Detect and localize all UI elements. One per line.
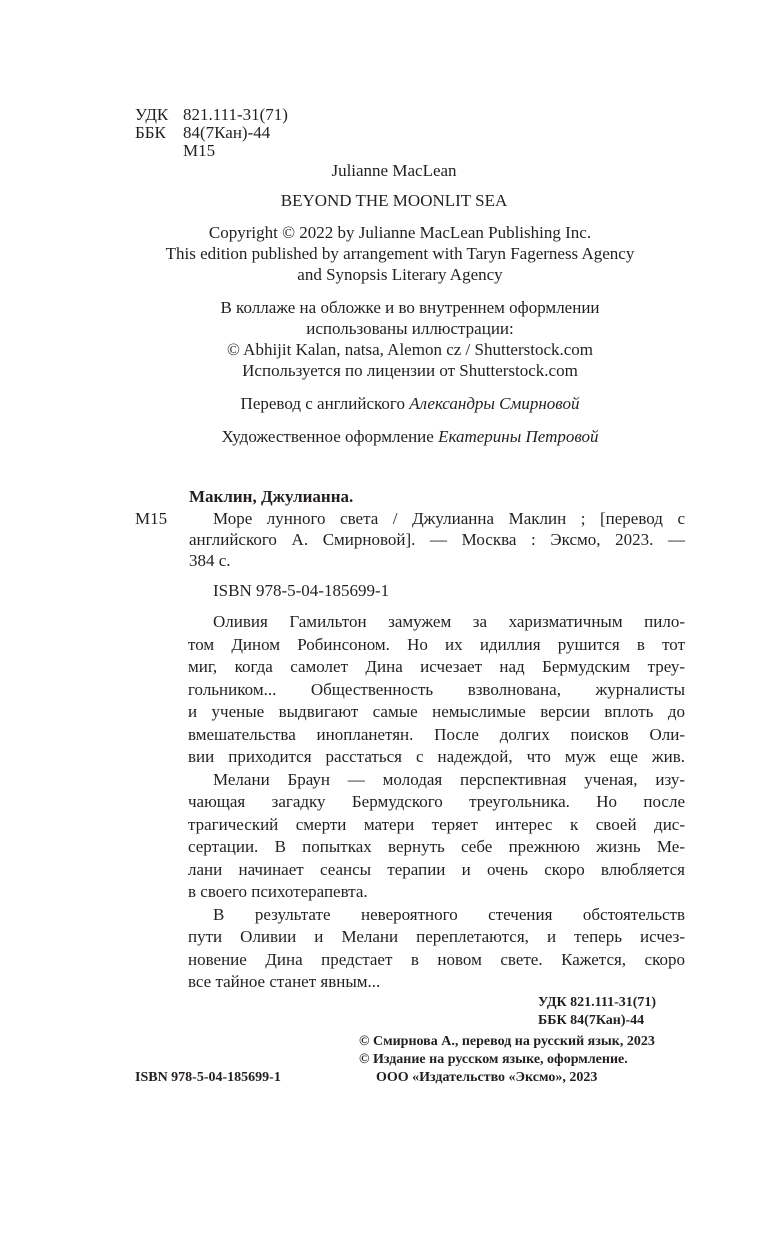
- copyright-line: Copyright © 2022 by Julianne MacLean Publishing Inc.: [208, 223, 592, 242]
- design-credit: [0, 426, 768, 447]
- bbk-value: 84(7Кан)-44: [183, 123, 271, 142]
- copyright-line: This edition published by arrangement with Taryn Fagerness Agency: [165, 244, 635, 263]
- annotation-line: все тайное станет явным...: [188, 972, 381, 991]
- translator-name: Александры Смирновой: [409, 394, 580, 413]
- bbk-label: ББК: [135, 123, 166, 142]
- catalog-line: Море лунного света / Джулианна Маклин ; [перевод с: [213, 509, 685, 528]
- catalog-isbn: ISBN 978-5-04-185699-1: [213, 581, 390, 600]
- annotation-line: лани начинает сеансы терапии и очень скоро влюбляется: [188, 859, 685, 879]
- annotation-line: миг, когда самолет Дина исчезает над Бермудским треу-: [188, 657, 685, 676]
- annotation-line: вмешательства инопланетян. После долгих поисков Оли-: [188, 724, 685, 744]
- bottom-bbk: ББК 84(7Кан)-44: [538, 1013, 645, 1028]
- annotation-line: и ученые выдвигают самые немыслимые версии вплоть до: [188, 702, 685, 721]
- annotation-line: чающая загадку Бермудского треугольника. Но после: [188, 792, 685, 811]
- original-title: BEYOND THE MOONLIT SEA: [280, 191, 508, 210]
- illustrations-line: Используется по лицензии от Shutterstock.com: [242, 361, 578, 380]
- translation-credit: [0, 393, 768, 414]
- udk-label: УДК: [135, 105, 169, 124]
- catalog-heading: Маклин, Джулианна.: [189, 487, 354, 506]
- annotation-paragraph: [188, 611, 685, 769]
- annotation-line: Оливия Гамильтон замужем за харизматичным пило-: [213, 612, 685, 631]
- annotation-line: В результате невероятного стечения обстоятельств: [213, 904, 685, 924]
- annotation-line: новение Дина предстает в новом свете. Кажется, скоро: [188, 949, 685, 969]
- catalog-sign: М15: [135, 509, 168, 528]
- design-prefix: Художественное оформление: [221, 427, 439, 446]
- original-author: Julianne MacLean: [331, 161, 457, 180]
- catalog-line: 384 с.: [189, 551, 231, 570]
- illustrations-line: использованы иллюстрации:: [306, 319, 514, 338]
- annotation-line: в своего психотерапевта.: [188, 882, 368, 901]
- annotation-paragraph: [188, 769, 685, 904]
- illustrations-line: © Abhijit Kalan, natsa, Alemon cz / Shutterstock.com: [226, 340, 594, 359]
- designer-name: Екатерины Петровой: [438, 427, 599, 446]
- annotation-line: гольником... Общественность взволнована, журналисты: [188, 679, 685, 699]
- illustrations-line: В коллаже на обложке и во внутреннем оформлении: [220, 298, 600, 317]
- translation-prefix: Перевод с английского: [240, 394, 410, 413]
- rights-edition: © Издание на русском языке, оформление.: [359, 1052, 628, 1067]
- annotation-line: трагический смерти матери теряет интерес к своей дис-: [188, 814, 685, 834]
- annotation-line: том Дином Робинсоном. Но их идиллия рушится в тот: [188, 634, 685, 654]
- annotation-line: сертации. В попытках вернуть себе прежнюю жизнь Ме-: [188, 837, 685, 856]
- annotation-paragraph: [188, 904, 685, 994]
- copyright-line: and Synopsis Literary Agency: [297, 265, 503, 284]
- footer-isbn: ISBN 978-5-04-185699-1: [135, 1070, 281, 1085]
- annotation-line: Мелани Браун — молодая перспективная ученая, изу-: [213, 769, 685, 789]
- author-sign: М15: [183, 141, 216, 160]
- bottom-udk: УДК 821.111-31(71): [538, 995, 657, 1010]
- rights-translation: © Смирнова А., перевод на русский язык, 2023: [359, 1034, 655, 1049]
- annotation-line: вии приходится расстаться с надеждой, что муж еще жив.: [188, 747, 685, 766]
- rights-publisher: ООО «Издательство «Эксмо», 2023: [376, 1070, 598, 1085]
- udk-value: 821.111-31(71): [183, 105, 288, 124]
- catalog-line: английского А. Смирновой]. — Москва : Эксмо, 2023. —: [189, 530, 685, 549]
- annotation-line: пути Оливии и Мелани переплетаются, и теперь исчез-: [188, 927, 685, 946]
